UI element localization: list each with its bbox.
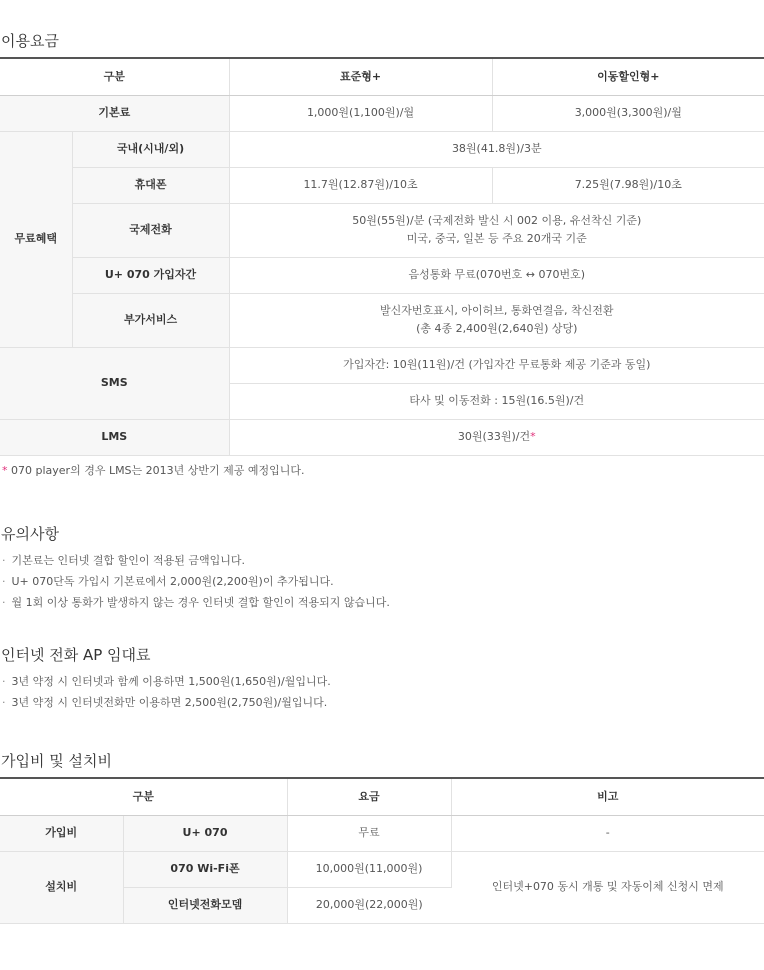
header-standard: 표준형+ — [229, 58, 492, 95]
domestic-label: 국내(시내/외) — [72, 131, 229, 167]
fee-title: 이용요금 — [1, 32, 59, 50]
footnote-text: 070 player의 경우 LMS는 2013년 상반기 제공 예정입니다. — [11, 464, 305, 477]
sms-label: SMS — [0, 347, 229, 419]
mobile-discount: 7.25원(7.98원)/10초 — [492, 167, 764, 203]
install-note: 인터넷+070 동시 개통 및 자동이체 신청시 면제 — [451, 851, 764, 923]
caution-text: U+ 070단독 가입시 기본료에서 2,000원(2,200원)이 추가됩니다. — [11, 575, 334, 588]
header-mobile-discount: 이동할인형+ — [492, 58, 764, 95]
intl-value — [229, 203, 764, 257]
basic-fee-mobile: 3,000원(3,300원)/월 — [492, 95, 764, 131]
sms-member: 가입자간: 10원(11원)/건 (가입자간 무료통화 제공 기준과 동일) — [229, 347, 764, 383]
header-category: 구분 — [0, 58, 229, 95]
caution-item: · 기본료는 인터넷 결합 할인이 적용된 금액입니다. — [2, 554, 245, 567]
caution-text: 기본료는 인터넷 결합 할인이 적용된 금액입니다. — [11, 554, 245, 567]
ap-item: · 3년 약정 시 인터넷과 함께 이용하면 1,500원(1,650원)/월입니다. — [2, 675, 331, 688]
intl-label: 국제전화 — [72, 203, 229, 257]
domestic-value: 38원(41.8원)/3분 — [229, 131, 764, 167]
join-title: 가입비 및 설치비 — [1, 752, 112, 770]
join-header-fee: 요금 — [287, 778, 451, 815]
join-fee-label: 가입비 — [0, 815, 123, 851]
member-call-value: 음성통화 무료(070번호 ↔ 070번호) — [229, 257, 764, 293]
mobile-label: 휴대폰 — [72, 167, 229, 203]
lms-asterisk: * — [530, 430, 536, 443]
join-fee-sub: U+ 070 — [123, 815, 287, 851]
caution-item: · U+ 070단독 가입시 기본료에서 2,000원(2,200원)이 추가됩니다. — [2, 575, 334, 588]
footnote-asterisk: * — [2, 464, 8, 477]
member-call-label: U+ 070 가입자간 — [72, 257, 229, 293]
caution-text: 월 1회 이상 통화가 발생하지 않는 경우 인터넷 결합 할인이 적용되지 않습니다. — [11, 596, 390, 609]
lms-price: 30원(33원)/건 — [457, 430, 531, 443]
install-fee-wifi: 10,000원(11,000원) — [287, 851, 451, 887]
join-table — [0, 777, 764, 924]
extra-service-value — [229, 293, 764, 347]
fee-table — [0, 57, 764, 456]
install-sub-wifi: 070 Wi-Fi폰 — [123, 851, 287, 887]
intl-line2: 미국, 중국, 일본 등 주요 20개국 기준 — [406, 232, 587, 245]
basic-fee-label: 기본료 — [0, 95, 229, 131]
join-header-note: 비고 — [451, 778, 764, 815]
mobile-standard: 11.7원(12.87원)/10초 — [229, 167, 492, 203]
lms-footnote — [2, 462, 305, 478]
lms-value — [229, 419, 764, 455]
intl-line1: 50원(55원)/분 (국제전화 발신 시 002 이용, 유선착신 기준) — [352, 214, 642, 227]
install-fee-modem: 20,000원(22,000원) — [287, 887, 451, 923]
lms-label: LMS — [0, 419, 229, 455]
caution-item: · 월 1회 이상 통화가 발생하지 않는 경우 인터넷 결합 할인이 적용되지 않습니다. — [2, 596, 390, 609]
join-fee-note: - — [451, 815, 764, 851]
extra-line2: (총 4종 2,400원(2,640원) 상당) — [416, 322, 578, 335]
basic-fee-standard: 1,000원(1,100원)/월 — [229, 95, 492, 131]
ap-title: 인터넷 전화 AP 임대료 — [1, 646, 151, 664]
ap-item: · 3년 약정 시 인터넷전화만 이용하면 2,500원(2,750원)/월입니다. — [2, 696, 328, 709]
install-sub-modem: 인터넷전화모뎀 — [123, 887, 287, 923]
join-header-category: 구분 — [0, 778, 287, 815]
ap-text: 3년 약정 시 인터넷과 함께 이용하면 1,500원(1,650원)/월입니다. — [11, 675, 331, 688]
ap-text: 3년 약정 시 인터넷전화만 이용하면 2,500원(2,750원)/월입니다. — [11, 696, 328, 709]
caution-title: 유의사항 — [1, 525, 59, 543]
extra-line1: 발신자번호표시, 아이허브, 통화연결음, 착신전환 — [380, 304, 614, 317]
free-benefit-label: 무료혜택 — [0, 131, 72, 347]
join-fee-value: 무료 — [287, 815, 451, 851]
install-label: 설치비 — [0, 851, 123, 923]
extra-service-label: 부가서비스 — [72, 293, 229, 347]
sms-other: 타사 및 이동전화 : 15원(16.5원)/건 — [229, 383, 764, 419]
